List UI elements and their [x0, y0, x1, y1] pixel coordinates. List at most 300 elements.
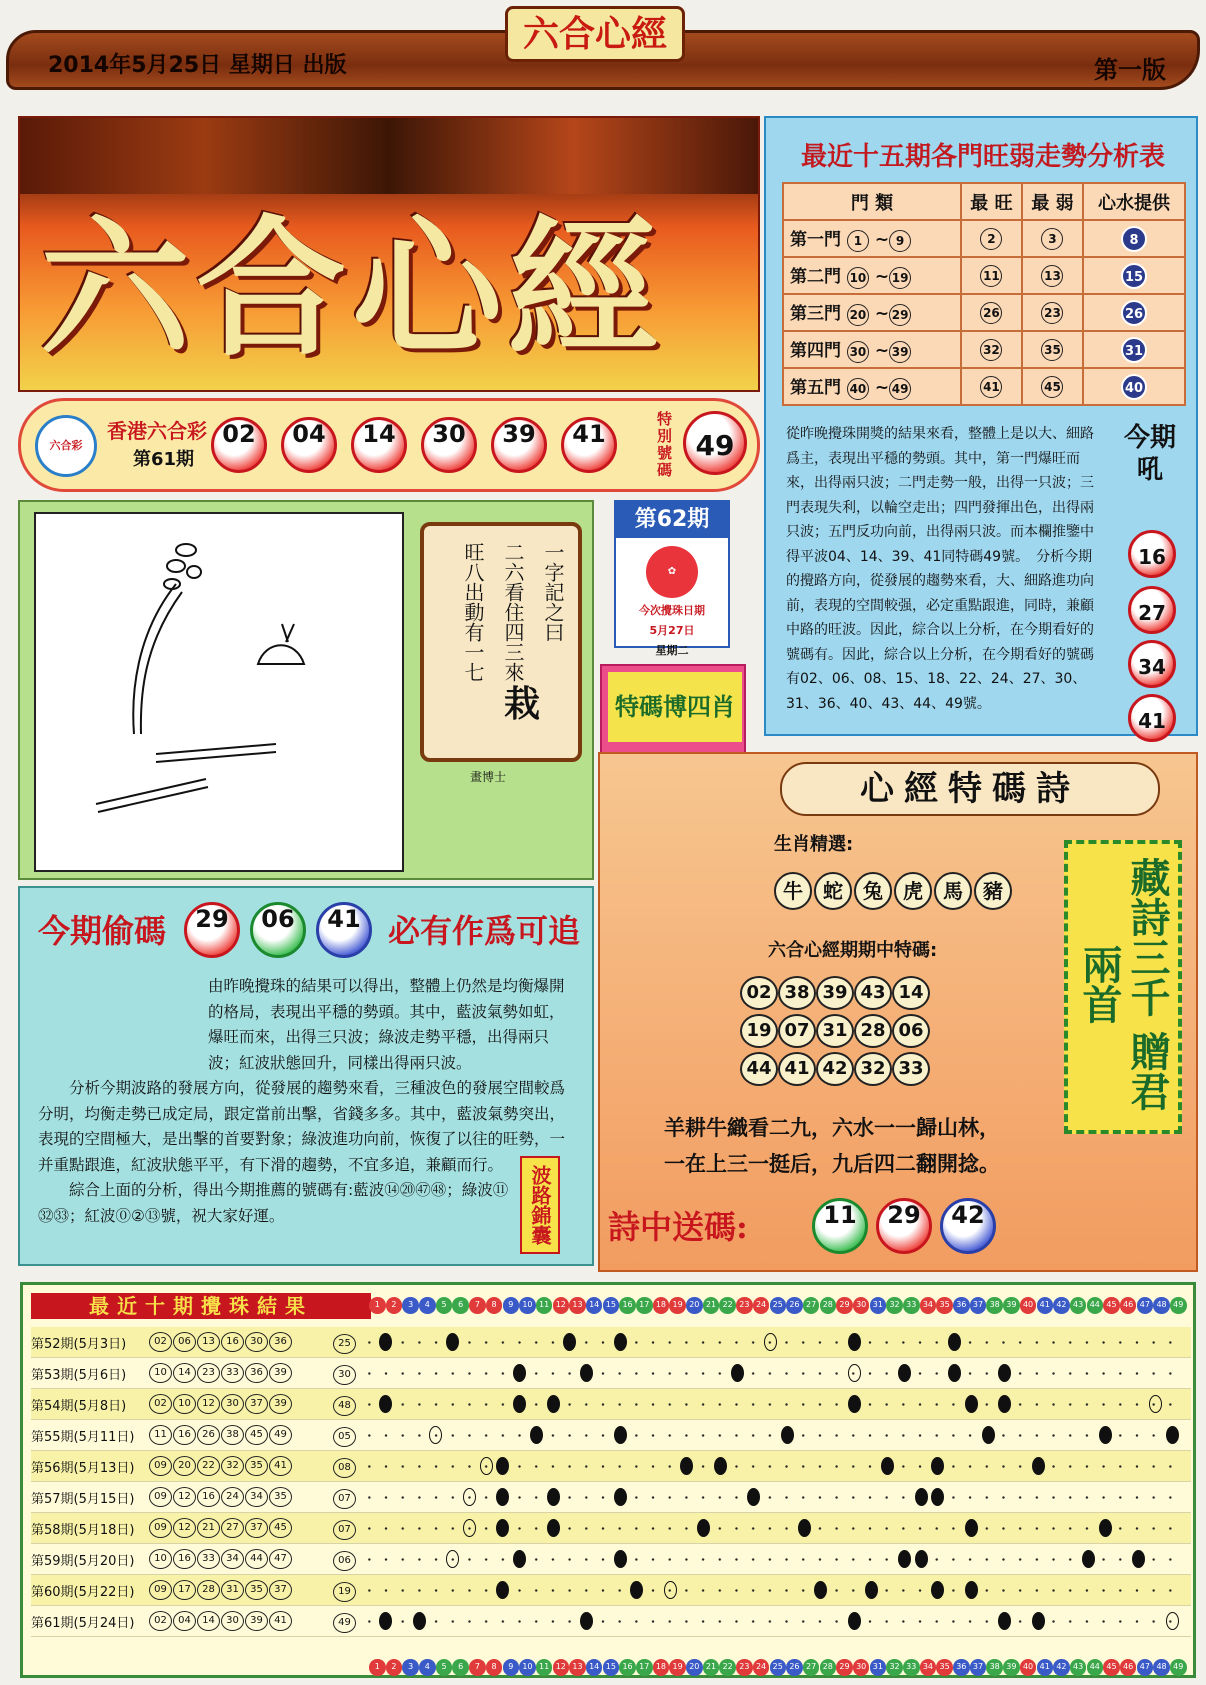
hit-mark: [630, 1581, 643, 1599]
pick-cell: [1083, 368, 1185, 405]
special-mark: [463, 1519, 476, 1537]
poem-number: 07: [778, 1014, 816, 1048]
analysis-row: [783, 331, 1185, 368]
special-number: 19: [333, 1582, 356, 1602]
pick-number: 8: [1121, 226, 1147, 252]
result-label: 第55期(5月11日): [31, 1429, 135, 1445]
result-row: [31, 1327, 1191, 1358]
poem-number-grid: [740, 976, 950, 1090]
index-number: 26: [786, 1297, 803, 1314]
index-number: 37: [970, 1659, 987, 1676]
door-name: 第二門: [790, 267, 841, 287]
result-number: 14: [173, 1363, 196, 1383]
poem-number: 41: [778, 1052, 816, 1086]
steal-ball: 29: [184, 902, 240, 958]
hit-mark: [614, 1333, 627, 1351]
side-ball: 34: [1128, 640, 1176, 688]
hit-mark: [998, 1612, 1011, 1630]
index-number: 30: [853, 1297, 870, 1314]
gift-label: 詩中送碼:: [608, 1208, 748, 1246]
index-number: 48: [1153, 1659, 1170, 1676]
index-number: 11: [536, 1659, 553, 1676]
max-cell: [961, 331, 1022, 368]
result-number: 37: [245, 1394, 268, 1414]
result-dot-chart: [361, 1327, 1181, 1358]
draw-ball: 30: [421, 417, 477, 473]
hit-mark: [931, 1457, 944, 1475]
special-number: 48: [333, 1396, 356, 1416]
gift-ball: 29: [876, 1198, 932, 1254]
index-number: 22: [719, 1659, 736, 1676]
result-special: [333, 1610, 361, 1633]
result-dot-chart: [361, 1482, 1181, 1513]
number-index-top: [369, 1297, 1189, 1315]
recent-results-table: [20, 1282, 1196, 1678]
result-number: 36: [269, 1332, 292, 1352]
result-dot-chart: [361, 1606, 1181, 1637]
index-number: 4: [419, 1659, 436, 1676]
index-number: 3: [402, 1659, 419, 1676]
index-number: 16: [619, 1297, 636, 1314]
banner-photo-strip: [20, 118, 758, 194]
result-label: 第54期(5月8日): [31, 1398, 127, 1414]
index-number: 33: [903, 1297, 920, 1314]
result-row: [31, 1358, 1191, 1389]
hit-mark: [1032, 1612, 1045, 1630]
index-number: 38: [986, 1297, 1003, 1314]
hit-mark: [496, 1488, 509, 1506]
poem-title: 心經特碼詩: [780, 762, 1160, 816]
hit-mark: [680, 1457, 693, 1475]
analysis-side-label: 今期吼: [1123, 423, 1176, 485]
min-number: 45: [1041, 376, 1063, 398]
zodiac-row: [774, 872, 1014, 910]
range-start: 10: [847, 267, 869, 289]
result-number: 31: [221, 1580, 244, 1600]
min-cell: [1022, 368, 1083, 405]
result-number: 45: [245, 1425, 268, 1445]
result-label: 第53期(5月6日): [31, 1367, 127, 1383]
draw-ball: 14: [351, 417, 407, 473]
hit-mark: [513, 1364, 526, 1382]
result-special: [333, 1393, 361, 1416]
result-number: 45: [269, 1518, 292, 1538]
result-number: 04: [173, 1611, 196, 1631]
range-end: 19: [889, 267, 911, 289]
result-number: 12: [173, 1518, 196, 1538]
hit-mark: [982, 1426, 995, 1444]
result-number: 35: [269, 1487, 292, 1507]
index-number: 16: [619, 1659, 636, 1676]
hit-mark: [614, 1488, 627, 1506]
zodiac-select-label: 生肖精選:: [774, 834, 854, 855]
zodiac-chip: 虎: [894, 872, 932, 910]
publish-date: 2014年5月25日 星期日 出版: [48, 53, 347, 78]
next-period: 第62期: [616, 502, 728, 538]
index-number: 30: [853, 1659, 870, 1676]
next-draw-date: 5月27日: [649, 624, 695, 637]
hit-mark: [781, 1426, 794, 1444]
range-end: 29: [889, 304, 911, 326]
hit-mark: [1032, 1457, 1045, 1475]
result-number: 37: [245, 1518, 268, 1538]
hit-mark: [496, 1457, 509, 1475]
picture-puzzle-panel: [18, 500, 594, 880]
result-row: [31, 1451, 1191, 1482]
result-row: [31, 1482, 1191, 1513]
hit-mark: [965, 1395, 978, 1413]
zodiac-chip: 豬: [974, 872, 1012, 910]
hit-mark: [931, 1488, 944, 1506]
draw-ball: 39: [491, 417, 547, 473]
result-number: 14: [197, 1611, 220, 1631]
hit-mark: [998, 1364, 1011, 1382]
index-number: 2: [386, 1659, 403, 1676]
hit-mark: [948, 1364, 961, 1382]
result-number: 09: [149, 1456, 172, 1476]
next-draw-label: 今次攪珠日期: [639, 604, 705, 617]
result-number: 06: [173, 1332, 196, 1352]
index-number: 32: [886, 1659, 903, 1676]
result-special: [333, 1486, 361, 1509]
index-number: 34: [920, 1659, 937, 1676]
index-number: 5: [436, 1659, 453, 1676]
riddle-line: 二六看住四三來: [501, 542, 525, 682]
index-number: 10: [519, 1659, 536, 1676]
result-number: 49: [269, 1425, 292, 1445]
steal-code-panel: [18, 886, 594, 1266]
result-number: 33: [197, 1549, 220, 1569]
result-number: 39: [269, 1363, 292, 1383]
index-number: 9: [503, 1659, 520, 1676]
poem-number: 31: [816, 1014, 854, 1048]
hit-mark: [496, 1581, 509, 1599]
result-special: [333, 1579, 361, 1602]
result-number: 02: [149, 1394, 172, 1414]
result-number: 02: [149, 1332, 172, 1352]
hit-mark: [614, 1426, 627, 1444]
result-number: 11: [149, 1425, 172, 1445]
index-number: 27: [803, 1297, 820, 1314]
special-mark: [1149, 1395, 1162, 1413]
header-brand: 六合心經: [505, 6, 685, 62]
door-name: 第四門: [790, 341, 841, 361]
index-number: 11: [536, 1297, 553, 1314]
poem-side-banner: [1064, 840, 1182, 1134]
door-cell: 第一門 1 ~ 9: [783, 220, 961, 257]
hit-mark: [563, 1333, 576, 1351]
hit-mark: [580, 1364, 593, 1382]
max-cell: [961, 257, 1022, 294]
result-number: 39: [245, 1611, 268, 1631]
index-number: 43: [1070, 1297, 1087, 1314]
hit-mark: [1099, 1519, 1112, 1537]
col-pick: 心水提供: [1083, 183, 1185, 220]
sketch-illustration: [36, 514, 402, 870]
result-number: 24: [221, 1487, 244, 1507]
result-number: 33: [221, 1363, 244, 1383]
index-number: 40: [1020, 1659, 1037, 1676]
col-max: 最 旺: [961, 183, 1022, 220]
index-number: 23: [736, 1659, 753, 1676]
result-dot-chart: [361, 1358, 1181, 1389]
hit-mark: [814, 1581, 827, 1599]
riddle-line: 旺八出動有一七: [461, 542, 485, 682]
min-number: 35: [1041, 339, 1063, 361]
last-draw-bar: [18, 398, 760, 492]
result-number: 30: [245, 1332, 268, 1352]
hit-mark: [915, 1488, 928, 1506]
result-dot-chart: [361, 1389, 1181, 1420]
hit-mark: [948, 1333, 961, 1351]
result-number: 23: [197, 1363, 220, 1383]
poem-number: 14: [892, 976, 930, 1010]
result-number: 41: [269, 1456, 292, 1476]
max-cell: [961, 220, 1022, 257]
door-cell: 第五門 40 ~ 49: [783, 368, 961, 405]
index-number: 10: [519, 1297, 536, 1314]
hit-mark: [865, 1581, 878, 1599]
hit-mark: [513, 1550, 526, 1568]
result-number: 32: [221, 1456, 244, 1476]
result-number: 30: [221, 1611, 244, 1631]
gift-ball: 42: [940, 1198, 996, 1254]
result-number: 35: [245, 1456, 268, 1476]
index-number: 35: [936, 1659, 953, 1676]
draw-ball: 04: [281, 417, 337, 473]
index-number: 27: [803, 1659, 820, 1676]
hit-label: 六合心經期期中特碼:: [768, 940, 938, 961]
verse-line: 一在上三一挺后，九后四二翻開捻。: [664, 1151, 1000, 1176]
hit-mark: [379, 1612, 392, 1630]
index-number: 1: [369, 1297, 386, 1314]
index-number: 31: [870, 1659, 887, 1676]
hit-mark: [379, 1395, 392, 1413]
hit-mark: [931, 1581, 944, 1599]
col-min: 最 弱: [1022, 183, 1083, 220]
result-dot-chart: [361, 1575, 1181, 1606]
analysis-table: [782, 182, 1186, 406]
analysis-row: [783, 257, 1185, 294]
poem-number: 02: [740, 976, 778, 1010]
result-number: 35: [245, 1580, 268, 1600]
max-number: 32: [980, 339, 1002, 361]
special-mark: [848, 1364, 861, 1382]
result-numbers: [149, 1425, 333, 1445]
next-draw-weekday: 星期二: [655, 644, 689, 657]
max-number: 2: [980, 228, 1002, 250]
index-number: 1: [369, 1659, 386, 1676]
index-number: 34: [920, 1297, 937, 1314]
wave-tips-label: 波路錦囊: [520, 1156, 560, 1254]
index-number: 3: [402, 1297, 419, 1314]
index-number: 8: [486, 1297, 503, 1314]
result-number: 12: [173, 1487, 196, 1507]
hit-mark: [547, 1488, 560, 1506]
result-label: 第52期(5月3日): [31, 1336, 127, 1352]
special-mark: [480, 1457, 493, 1475]
result-dot-chart: [361, 1513, 1181, 1544]
zodiac-title: 特碼博四肖: [608, 672, 742, 742]
result-numbers: [149, 1518, 333, 1538]
side-ball: 41: [1128, 694, 1176, 742]
hit-mark: [848, 1333, 861, 1351]
special-mark: [1166, 1612, 1179, 1630]
result-number: 38: [221, 1425, 244, 1445]
index-number: 45: [1103, 1297, 1120, 1314]
poem-number: 43: [854, 976, 892, 1010]
result-label: 第60期(5月22日): [31, 1584, 135, 1600]
index-number: 7: [469, 1297, 486, 1314]
result-label: 第59期(5月20日): [31, 1553, 135, 1569]
max-number: 26: [980, 302, 1002, 324]
door-name: 第一門: [790, 230, 841, 250]
result-number: 39: [269, 1394, 292, 1414]
steal-title: 今期偷碼: [38, 912, 167, 950]
special-number: 05: [333, 1427, 356, 1447]
index-number: 12: [553, 1297, 570, 1314]
result-number: 16: [173, 1425, 196, 1445]
marksix-flower-icon: ✿: [646, 546, 698, 598]
index-number: 46: [1120, 1297, 1137, 1314]
gift-ball: 11: [812, 1198, 868, 1254]
result-numbers: [149, 1611, 333, 1631]
index-number: 20: [686, 1297, 703, 1314]
col-door: 門 類: [783, 183, 961, 220]
index-number: 12: [553, 1659, 570, 1676]
page-header: [0, 0, 1206, 104]
poem-number: 44: [740, 1052, 778, 1086]
number-index-bottom: [369, 1659, 1189, 1677]
special-mark: [764, 1333, 777, 1351]
result-number: 16: [221, 1332, 244, 1352]
result-number: 27: [221, 1518, 244, 1538]
result-row: [31, 1389, 1191, 1420]
range-end: 39: [889, 341, 911, 363]
pick-cell: [1083, 257, 1185, 294]
result-number: 41: [269, 1611, 292, 1631]
result-number: 47: [269, 1549, 292, 1569]
result-special: [333, 1517, 361, 1540]
result-number: 22: [197, 1456, 220, 1476]
hit-mark: [547, 1395, 560, 1413]
result-number: 44: [245, 1549, 268, 1569]
index-number: 20: [686, 1659, 703, 1676]
hit-mark: [898, 1550, 911, 1568]
poem-number: 28: [854, 1014, 892, 1048]
result-dot-chart: [361, 1420, 1181, 1451]
result-special: [333, 1362, 361, 1385]
index-number: 33: [903, 1659, 920, 1676]
poem-number: 33: [892, 1052, 930, 1086]
range-start: 40: [847, 378, 869, 400]
index-number: 48: [1153, 1297, 1170, 1314]
special-number: 25: [333, 1334, 356, 1354]
hit-mark: [915, 1550, 928, 1568]
hit-mark: [413, 1612, 426, 1630]
door-cell: 第四門 30 ~ 39: [783, 331, 961, 368]
result-row: [31, 1513, 1191, 1544]
special-number: 08: [333, 1458, 356, 1478]
poem-number: 32: [854, 1052, 892, 1086]
special-mark: [463, 1488, 476, 1506]
steal-ball: 41: [316, 902, 372, 958]
poem-number: 42: [816, 1052, 854, 1086]
result-special: [333, 1424, 361, 1447]
result-number: 10: [173, 1394, 196, 1414]
hit-mark: [1166, 1426, 1179, 1444]
index-number: 21: [703, 1659, 720, 1676]
index-number: 44: [1087, 1659, 1104, 1676]
index-number: 40: [1020, 1297, 1037, 1314]
max-cell: [961, 294, 1022, 331]
hit-mark: [547, 1519, 560, 1537]
index-number: 25: [770, 1659, 787, 1676]
result-number: 16: [173, 1549, 196, 1569]
index-number: 44: [1087, 1297, 1104, 1314]
hit-mark: [379, 1333, 392, 1351]
special-ball: 49: [683, 411, 747, 475]
result-numbers: [149, 1487, 333, 1507]
steal-paragraph: 分析今期波路的發展方向，從發展的趨勢來看，三種波色的發展空間較爲分明，均衡走勢已成定局，跟定當前出擊，省錢多多。其中，藍波氣勢突出，表現的空間極大，是出擊的首要對象；綠波進功向前，恢復了以往的旺勢，一并重點跟進，紅波狀態平平，有下滑的趨勢，不宜多追，兼顧而行。: [38, 1079, 566, 1174]
hit-mark: [513, 1395, 526, 1413]
result-number: 34: [221, 1549, 244, 1569]
index-number: 17: [636, 1297, 653, 1314]
result-special: [333, 1548, 361, 1571]
max-number: 11: [980, 265, 1002, 287]
result-number: 09: [149, 1518, 172, 1538]
special-number: 30: [333, 1365, 356, 1385]
hit-mark: [998, 1395, 1011, 1413]
index-number: 17: [636, 1659, 653, 1676]
zodiac-chip: 蛇: [814, 872, 852, 910]
door-name: 第五門: [790, 378, 841, 398]
index-number: 25: [770, 1297, 787, 1314]
result-number: 12: [197, 1394, 220, 1414]
pick-cell: [1083, 331, 1185, 368]
range-end: 9: [889, 230, 911, 252]
poem-number: 19: [740, 1014, 778, 1048]
analysis-header-row: [783, 183, 1185, 220]
analysis-text: 從昨晚攪珠開獎的結果來看，整體上是以大、細路爲主，表現出平穩的勢頭。其中，第一門爆旺而來，出得兩只波；二門走勢一般，出得一只波；三門表現失利，以輪空走出；四門發揮出色，出得兩只波；五門反功向前，出得兩只波。而本欄推鑒中得平波04、14、39、41同特碼49號。 分析今期的攪路方向，從發展的趨勢來看，大、細路進功向前，表現的空間較强，必定重點跟進，同時，兼顧中路的旺波。因此，綜合以上分析，在今期看好的號碼有。因此，綜合以上分析，在今期看好的號碼有02、06、08、15、18、22、24、27、30、31、36、40、43、44、49號。: [786, 426, 1094, 712]
result-number: 09: [149, 1580, 172, 1600]
special-number-label: 特別號碼: [657, 410, 673, 479]
side-ball: 27: [1128, 586, 1176, 634]
special-number: 49: [333, 1613, 356, 1633]
max-cell: [961, 368, 1022, 405]
pick-cell: [1083, 220, 1185, 257]
zodiac-chip: 馬: [934, 872, 972, 910]
analysis-title: 最近十五期各門旺弱走勢分析表: [800, 142, 1165, 172]
index-number: 32: [886, 1297, 903, 1314]
result-label: 第58期(5月18日): [31, 1522, 135, 1538]
index-number: 29: [836, 1297, 853, 1314]
result-label: 第61期(5月24日): [31, 1615, 135, 1631]
index-number: 28: [820, 1297, 837, 1314]
poem-panel: [598, 752, 1198, 1272]
poem-side-text: 藏詩三千 贈君兩首: [1076, 857, 1171, 1111]
range-start: 30: [847, 341, 869, 363]
index-number: 18: [653, 1659, 670, 1676]
zodiac-chip: 牛: [774, 872, 812, 910]
index-number: 13: [569, 1297, 586, 1314]
marksix-logo: 六合彩: [35, 415, 97, 477]
index-number: 19: [669, 1659, 686, 1676]
analysis-row: [783, 220, 1185, 257]
pick-cell: [1083, 294, 1185, 331]
range-end: 49: [889, 378, 911, 400]
min-number: 23: [1041, 302, 1063, 324]
